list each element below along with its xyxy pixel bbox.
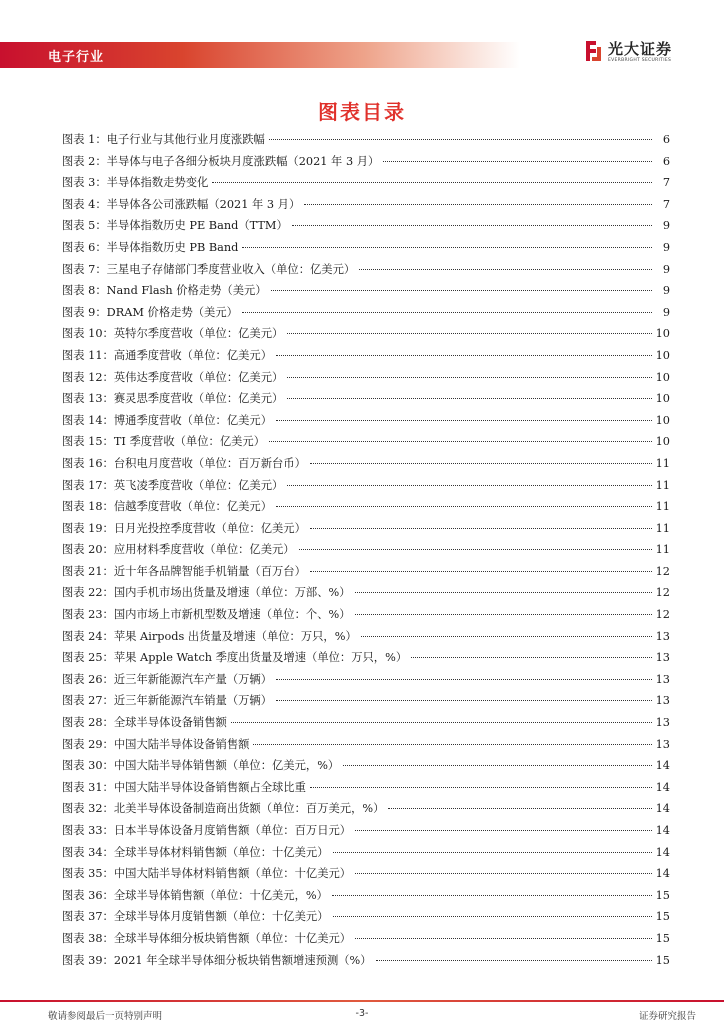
- toc-entry-page: 14: [655, 780, 670, 794]
- toc-entry[interactable]: [62, 433, 670, 455]
- toc-entry-label: 图表 22：国内手机市场出货量及增速（单位：万部、%）: [62, 586, 351, 600]
- logo-mark-icon: [584, 39, 602, 63]
- toc-dot-leader: [276, 679, 652, 680]
- toc-dot-leader: [242, 312, 652, 313]
- toc-dot-leader: [355, 873, 652, 874]
- toc-entry-label: 图表 11：高通季度营收（单位：亿美元）: [62, 348, 273, 362]
- toc-dot-leader: [411, 657, 651, 658]
- toc-entry-label: 图表 39：2021 年全球半导体细分板块销售额增速预测（%）: [62, 953, 372, 967]
- toc-entry[interactable]: [62, 153, 670, 175]
- toc-entry-page: 10: [655, 413, 670, 427]
- toc-entry-page: 10: [655, 435, 670, 449]
- toc-entry-page: 11: [655, 521, 670, 535]
- toc-entry-label: 图表 2：半导体与电子各细分板块月度涨跌幅（2021 年 3 月）: [62, 154, 380, 168]
- page-title: 图表目录: [318, 100, 406, 124]
- toc-entry-page: 11: [655, 478, 670, 492]
- toc-entry-page: 9: [662, 219, 670, 233]
- toc-entry[interactable]: [62, 412, 670, 434]
- toc-entry-page: 13: [655, 716, 670, 730]
- toc-entry-label: 图表 27：近三年新能源汽车销量（万辆）: [62, 694, 273, 708]
- toc-entry-label: 图表 25：苹果 Apple Watch 季度出货量及增速（单位：万只，%）: [62, 651, 408, 665]
- toc-dot-leader: [355, 830, 652, 831]
- toc-entry[interactable]: [62, 563, 670, 585]
- toc-entry-page: 14: [655, 867, 670, 881]
- logo-subtext: EVERBRIGHT SECURITIES: [608, 58, 672, 63]
- toc-dot-leader: [287, 398, 651, 399]
- toc-dot-leader: [287, 485, 651, 486]
- toc-entry[interactable]: [62, 369, 670, 391]
- toc-dot-leader: [276, 420, 652, 421]
- toc-entry[interactable]: [62, 952, 670, 974]
- toc-entry-page: 14: [655, 802, 670, 816]
- toc-entry-label: 图表 29：中国大陆半导体设备销售额: [62, 737, 250, 751]
- logo-text: 光大证券: [608, 40, 673, 58]
- toc-dot-leader: [231, 722, 652, 723]
- page-number: -3-: [355, 1008, 369, 1019]
- toc-entry-label: 图表 35：中国大陆半导体材料销售额（单位：十亿美元）: [62, 867, 352, 881]
- toc-entry-label: 图表 1：电子行业与其他行业月度涨跌幅: [62, 133, 265, 146]
- toc-entry-page: 15: [655, 931, 670, 945]
- toc-entry[interactable]: [62, 390, 670, 412]
- toc-entry[interactable]: [62, 692, 670, 714]
- toc-entry[interactable]: [62, 887, 670, 909]
- toc-entry[interactable]: [62, 584, 670, 606]
- toc-entry-page: 15: [655, 953, 670, 967]
- toc-entry-page: 12: [655, 586, 670, 600]
- toc-dot-leader: [333, 916, 652, 917]
- toc-entry[interactable]: [62, 541, 670, 563]
- toc-entry-page: 7: [662, 176, 670, 190]
- toc-entry-label: 图表 3：半导体指数走势变化: [62, 176, 209, 190]
- toc-entry-label: 图表 32：北美半导体设备制造商出货额（单位：百万美元，%）: [62, 802, 385, 816]
- toc-entry-page: 14: [655, 759, 670, 773]
- toc-entry[interactable]: [62, 865, 670, 887]
- toc-entry[interactable]: [62, 196, 670, 218]
- toc-entry[interactable]: [62, 649, 670, 671]
- toc-entry[interactable]: [62, 714, 670, 736]
- toc-entry[interactable]: [62, 477, 670, 499]
- toc-entry[interactable]: [62, 736, 670, 758]
- table-of-figures: [62, 131, 670, 973]
- toc-dot-leader: [242, 247, 652, 248]
- toc-entry-page: 13: [655, 672, 670, 686]
- toc-entry-page: 13: [655, 629, 670, 643]
- toc-entry-page: 6: [662, 133, 670, 146]
- toc-entry[interactable]: [62, 217, 670, 239]
- footer-divider: [0, 1000, 724, 1002]
- toc-entry[interactable]: [62, 261, 670, 283]
- toc-entry-page: 7: [662, 197, 670, 211]
- toc-entry-page: 9: [662, 284, 670, 298]
- toc-entry-label: 图表 7：三星电子存储部门季度营业收入（单位：亿美元）: [62, 262, 356, 276]
- toc-entry[interactable]: [62, 757, 670, 779]
- footer-report-type: 证券研究报告: [638, 1011, 696, 1022]
- toc-entry-label: 图表 5：半导体指数历史 PE Band（TTM）: [62, 219, 288, 233]
- toc-entry[interactable]: [62, 671, 670, 693]
- toc-entry-label: 图表 20：应用材料季度营收（单位：亿美元）: [62, 543, 295, 557]
- toc-entry-label: 图表 9：DRAM 价格走势（美元）: [62, 305, 238, 319]
- toc-dot-leader: [310, 463, 652, 464]
- toc-entry-label: 图表 26：近三年新能源汽车产量（万辆）: [62, 672, 273, 686]
- toc-dot-leader: [332, 895, 652, 896]
- toc-entry[interactable]: [62, 347, 670, 369]
- toc-entry-label: 图表 13：赛灵思季度营收（单位：亿美元）: [62, 392, 284, 406]
- toc-entry-label: 图表 34：全球半导体材料销售额（单位：十亿美元）: [62, 845, 329, 859]
- toc-entry-page: 9: [662, 305, 670, 319]
- toc-entry[interactable]: [62, 282, 670, 304]
- toc-dot-leader: [253, 744, 651, 745]
- toc-entry[interactable]: [62, 498, 670, 520]
- toc-entry-label: 图表 12：英伟达季度营收（单位：亿美元）: [62, 370, 284, 384]
- toc-entry-page: 11: [655, 543, 670, 557]
- toc-entry-label: 图表 38：全球半导体细分板块销售额（单位：十亿美元）: [62, 931, 352, 945]
- toc-entry-label: 图表 28：全球半导体设备销售额: [62, 716, 227, 730]
- toc-entry-page: 12: [655, 564, 670, 578]
- toc-entry-label: 图表 23：国内市场上市新机型数及增速（单位：个、%）: [62, 608, 351, 622]
- toc-entry[interactable]: [62, 325, 670, 347]
- toc-entry[interactable]: [62, 822, 670, 844]
- toc-entry-page: 10: [655, 392, 670, 406]
- toc-entry-label: 图表 16：台积电月度营收（单位：百万新台币）: [62, 456, 306, 470]
- toc-entry-label: 图表 19：日月光投控季度营收（单位：亿美元）: [62, 521, 306, 535]
- toc-entry-page: 14: [655, 845, 670, 859]
- toc-dot-leader: [299, 549, 652, 550]
- section-title: 电子行业: [48, 50, 105, 65]
- toc-entry-page: 13: [655, 651, 670, 665]
- toc-entry-page: 9: [662, 262, 670, 276]
- toc-entry[interactable]: [62, 131, 670, 153]
- company-logo: [584, 38, 684, 66]
- toc-entry-page: 10: [655, 327, 670, 341]
- toc-dot-leader: [212, 182, 652, 183]
- toc-dot-leader: [269, 139, 652, 140]
- toc-entry[interactable]: [62, 779, 670, 801]
- toc-entry-page: 13: [655, 694, 670, 708]
- toc-dot-leader: [276, 355, 652, 356]
- toc-entry-label: 图表 8：Nand Flash 价格走势（美元）: [62, 284, 267, 298]
- toc-dot-leader: [310, 528, 652, 529]
- toc-entry-label: 图表 30：中国大陆半导体销售额（单位：亿美元，%）: [62, 759, 340, 773]
- toc-entry-label: 图表 24：苹果 Airpods 出货量及增速（单位：万只，%）: [62, 629, 357, 643]
- toc-dot-leader: [355, 614, 652, 615]
- toc-entry-label: 图表 17：英飞凌季度营收（单位：亿美元）: [62, 478, 284, 492]
- toc-entry-page: 10: [655, 370, 670, 384]
- toc-dot-leader: [276, 506, 652, 507]
- toc-entry-page: 9: [662, 240, 670, 254]
- toc-entry[interactable]: [62, 844, 670, 866]
- toc-entry-label: 图表 36：全球半导体销售额（单位：十亿美元，%）: [62, 888, 328, 902]
- toc-dot-leader: [383, 161, 652, 162]
- toc-entry[interactable]: [62, 304, 670, 326]
- toc-entry[interactable]: [62, 908, 670, 930]
- toc-entry-page: 6: [662, 154, 670, 168]
- toc-dot-leader: [276, 700, 652, 701]
- toc-dot-leader: [310, 571, 652, 572]
- toc-dot-leader: [388, 808, 651, 809]
- toc-dot-leader: [361, 636, 652, 637]
- toc-entry[interactable]: [62, 174, 670, 196]
- toc-entry-label: 图表 21：近十年各品牌智能手机销量（百万台）: [62, 564, 306, 578]
- toc-dot-leader: [376, 960, 652, 961]
- toc-entry-page: 11: [655, 500, 670, 514]
- toc-entry-label: 图表 6：半导体指数历史 PB Band: [62, 240, 239, 254]
- toc-entry-page: 14: [655, 824, 670, 837]
- toc-dot-leader: [359, 269, 652, 270]
- toc-entry-label: 图表 18：信越季度营收（单位：亿美元）: [62, 500, 273, 514]
- toc-entry[interactable]: [62, 606, 670, 628]
- toc-dot-leader: [310, 787, 652, 788]
- toc-entry[interactable]: [62, 239, 670, 261]
- toc-dot-leader: [271, 290, 652, 291]
- footer-disclaimer: 敬请参阅最后一页特别声明: [48, 1011, 163, 1022]
- toc-entry-label: 图表 15：TI 季度营收（单位：亿美元）: [62, 435, 266, 449]
- toc-entry-label: 图表 14：博通季度营收（单位：亿美元）: [62, 413, 273, 427]
- toc-dot-leader: [333, 852, 652, 853]
- toc-entry-label: 图表 4：半导体各公司涨跌幅（2021 年 3 月）: [62, 197, 301, 211]
- toc-entry[interactable]: [62, 930, 670, 952]
- toc-dot-leader: [343, 765, 651, 766]
- toc-dot-leader: [287, 377, 651, 378]
- toc-dot-leader: [269, 441, 652, 442]
- toc-entry-label: 图表 33：日本半导体设备月度销售额（单位：百万日元）: [62, 824, 352, 837]
- toc-dot-leader: [355, 938, 652, 939]
- toc-entry-page: 12: [655, 608, 670, 622]
- toc-dot-leader: [287, 333, 651, 334]
- toc-entry-page: 11: [655, 456, 670, 470]
- toc-dot-leader: [355, 592, 652, 593]
- toc-entry-label: 图表 37：全球半导体月度销售额（单位：十亿美元）: [62, 910, 329, 924]
- toc-entry-page: 10: [655, 348, 670, 362]
- toc-dot-leader: [292, 225, 652, 226]
- toc-entry-label: 图表 10：英特尔季度营收（单位：亿美元）: [62, 327, 284, 341]
- toc-entry-page: 15: [655, 888, 670, 902]
- toc-entry[interactable]: [62, 520, 670, 542]
- toc-entry-label: 图表 31：中国大陆半导体设备销售额占全球比重: [62, 780, 306, 794]
- toc-dot-leader: [304, 204, 652, 205]
- toc-entry-page: 15: [655, 910, 670, 924]
- toc-entry[interactable]: [62, 628, 670, 650]
- toc-entry[interactable]: [62, 455, 670, 477]
- toc-entry[interactable]: [62, 800, 670, 822]
- toc-entry-page: 13: [655, 737, 670, 751]
